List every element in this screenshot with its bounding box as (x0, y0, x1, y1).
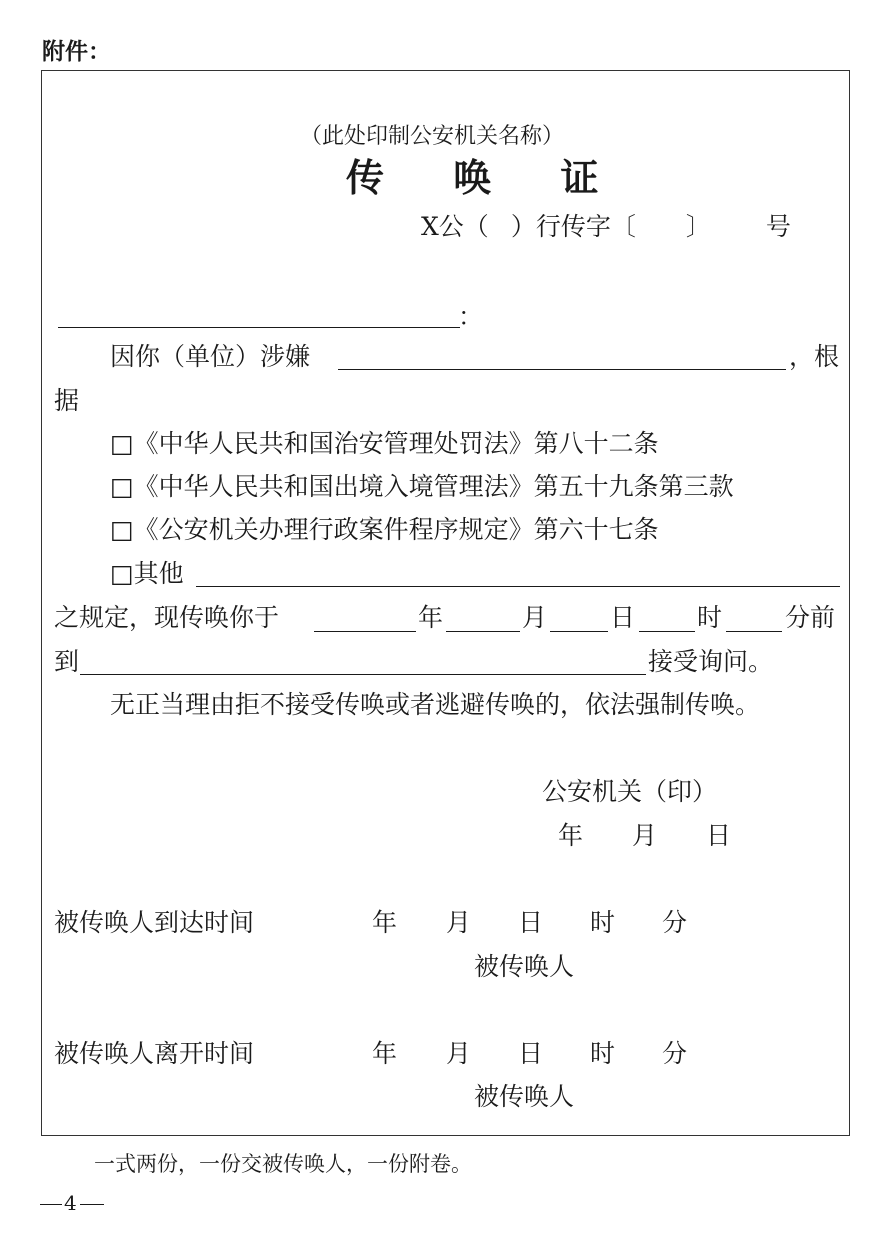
page-number: 4 (64, 1191, 77, 1215)
departure-signer-label: 被传唤人 (474, 1082, 575, 1111)
departure-year-unit: 年 (372, 1039, 398, 1068)
departure-month-unit: 月 (446, 1039, 472, 1068)
page-number-dash-left (40, 1204, 62, 1205)
legal-basis-procedure-rules[interactable]: □《公安机关办理行政案件程序规定》第六十七条 (110, 515, 659, 544)
issue-year-unit: 年 (558, 821, 584, 850)
reason-blank[interactable] (338, 369, 786, 370)
departure-time-label: 被传唤人离开时间 (54, 1039, 255, 1068)
arrival-hour-unit: 时 (590, 908, 616, 937)
attachment-label: 附件： (42, 39, 111, 65)
place-lead: 到 (54, 647, 80, 676)
doc-number-suffix: 号 (765, 212, 791, 241)
addressee-blank[interactable] (58, 327, 460, 328)
doc-number-mid: ）行传字〔 (510, 212, 636, 241)
agency-name-placeholder: （此处印制公安机关名称） (300, 124, 565, 149)
legal-basis-other[interactable]: □其他 (110, 559, 184, 588)
form-title: 传 唤 证 (346, 155, 627, 200)
departure-hour-unit: 时 (590, 1039, 616, 1068)
summons-day-blank[interactable] (550, 631, 608, 632)
issue-day-unit: 日 (706, 821, 732, 850)
reason-wrap: 据 (54, 386, 80, 415)
summons-hour-blank[interactable] (639, 631, 695, 632)
page-number-dash-right (80, 1204, 104, 1205)
summons-minute-unit: 分前 (785, 603, 836, 632)
issue-month-unit: 月 (632, 821, 658, 850)
issuing-authority-seal: 公安机关（印） (542, 777, 718, 806)
arrival-signer-label: 被传唤人 (474, 952, 575, 981)
summons-day-unit: 日 (610, 603, 636, 632)
addressee-colon: ： (458, 302, 484, 331)
summons-minute-blank[interactable] (726, 631, 782, 632)
legal-basis-public-security[interactable]: □《中华人民共和国治安管理处罚法》第八十二条 (110, 429, 659, 458)
arrival-minute-unit: 分 (662, 908, 688, 937)
doc-number-prefix: X公（ (421, 212, 489, 241)
arrival-time-label: 被传唤人到达时间 (54, 908, 255, 937)
place-blank[interactable] (80, 674, 646, 675)
summons-month-unit: 月 (522, 603, 548, 632)
arrival-year-unit: 年 (372, 908, 398, 937)
arrival-month-unit: 月 (446, 908, 472, 937)
summons-hour-unit: 时 (697, 603, 723, 632)
departure-day-unit: 日 (518, 1039, 544, 1068)
summons-year-unit: 年 (418, 603, 444, 632)
legal-basis-exit-entry[interactable]: □《中华人民共和国出境入境管理法》第五十九条第三款 (110, 472, 734, 501)
doc-number-bracket-close: 〕 (685, 212, 711, 241)
summons-time-lead: 之规定，现传唤你于 (54, 603, 280, 632)
document-number (421, 212, 791, 242)
arrival-day-unit: 日 (518, 908, 544, 937)
summons-month-blank[interactable] (446, 631, 520, 632)
summons-year-blank[interactable] (314, 631, 416, 632)
copies-footnote: 一式两份，一份交被传唤人，一份附卷。 (94, 1152, 472, 1176)
place-tail: 接受询问。 (648, 647, 774, 676)
reason-tail: ，根 (789, 342, 840, 371)
reason-lead: 因你（单位）涉嫌 (110, 342, 311, 371)
departure-minute-unit: 分 (662, 1039, 688, 1068)
compulsory-summons-warning: 无正当理由拒不接受传唤或者逃避传唤的，依法强制传唤。 (110, 690, 761, 719)
other-blank[interactable] (196, 586, 840, 587)
